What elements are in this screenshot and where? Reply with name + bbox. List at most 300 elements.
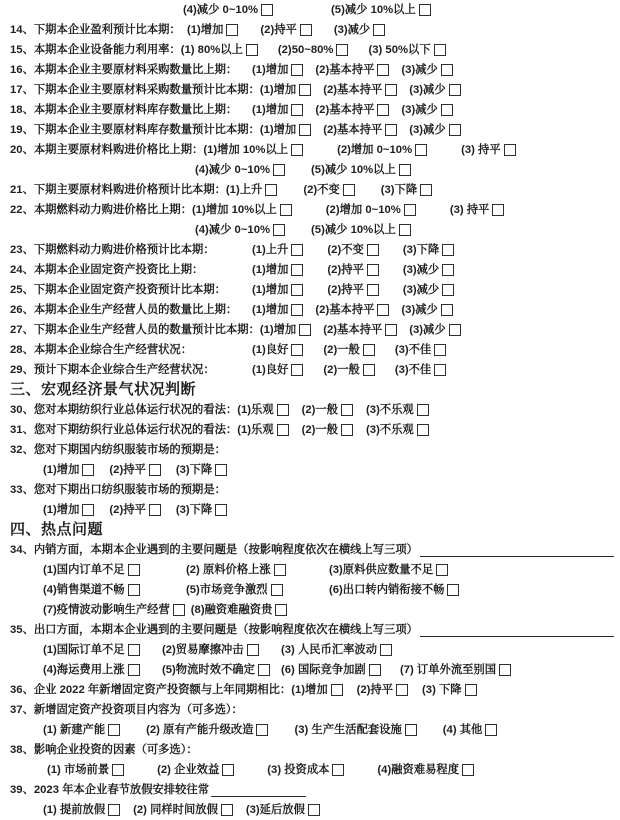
checkbox[interactable] [277, 404, 289, 416]
question-31-option-1 [237, 420, 288, 440]
checkbox[interactable] [434, 364, 446, 376]
option-label: (3)减少 [409, 324, 446, 336]
option-label: (2)基本持平 [315, 64, 375, 76]
option-label: (3)下降 [380, 184, 418, 196]
option-label: (3) 人民币汇率波动 [281, 644, 378, 656]
checkbox[interactable] [367, 264, 379, 276]
option-label: (4)减少 0~10% [195, 164, 271, 176]
option-label: (3) 持平 [449, 204, 490, 216]
question-31-label: 31、您对下期纺织行业总体运行状况的看法： [10, 424, 238, 436]
option-label: (1)国内订单不足 [43, 564, 125, 576]
question-36-label: 36、企业 2022 年新增固定资产投资额与上年同期相比： [10, 684, 292, 696]
checkbox[interactable] [377, 104, 389, 116]
question-34-options-1-option-1 [43, 560, 180, 580]
question-25-option-2 [327, 280, 378, 300]
question-39-label: 39、2023 年本企业春节放假安排较往常 [10, 784, 209, 796]
checkbox[interactable] [291, 304, 303, 316]
option-label: (3)减少 [409, 84, 446, 96]
checkbox[interactable] [291, 344, 303, 356]
checkbox[interactable] [434, 44, 446, 56]
question-17-option-3 [409, 80, 460, 100]
checkbox[interactable] [215, 464, 227, 476]
write-in-line[interactable] [420, 636, 614, 637]
checkbox[interactable] [291, 64, 303, 76]
option-label: (7) 订单外流至别国 [400, 664, 497, 676]
option-label: (2)基本持平 [323, 124, 383, 136]
question-37-options-option-1 [43, 720, 120, 740]
option-label: (1)增加 [259, 124, 297, 136]
question-27-label: 27、下期本企业生产经营人员的数量预计比本期： [10, 324, 260, 336]
checkbox[interactable] [82, 504, 94, 516]
section-heading-4-label: 四、热点问题 [10, 521, 104, 538]
question-33-options-option-1 [43, 500, 94, 520]
question-25 [10, 280, 614, 300]
question-20-continued-options [10, 160, 614, 180]
question-29-option-3 [395, 360, 446, 380]
checkbox[interactable] [299, 324, 311, 336]
checkbox[interactable] [261, 4, 273, 16]
question-35-options-2 [10, 660, 614, 680]
checkbox[interactable] [308, 804, 320, 816]
question-29 [10, 360, 614, 380]
question-19-option-2 [323, 120, 397, 140]
checkbox[interactable] [291, 284, 303, 296]
option-label: (1)国际订单不足 [43, 644, 125, 656]
option-label: (4)海运费用上涨 [43, 664, 125, 676]
option-label: (3)延后放假 [245, 804, 305, 816]
checkbox[interactable] [128, 644, 140, 656]
question-22-option-2 [326, 200, 416, 220]
option-label: (2)增加 0~10% [325, 204, 401, 216]
option-label: (6) 国际竞争加剧 [281, 664, 366, 676]
question-20-continued-options-option-2 [311, 160, 411, 180]
question-35-options-2-option-4 [400, 660, 513, 680]
option-label: (1)增加 10%以上 [192, 204, 277, 216]
checkbox[interactable] [415, 144, 427, 156]
checkbox[interactable] [300, 24, 312, 36]
checkbox[interactable] [256, 724, 268, 736]
checkbox[interactable] [299, 84, 311, 96]
checkbox[interactable] [434, 344, 446, 356]
question-38-options-option-3 [267, 760, 344, 780]
question-25-option-3 [403, 280, 454, 300]
option-label: (2)持平 [109, 504, 146, 516]
checkbox[interactable] [274, 564, 286, 576]
question-13-continued-options-option-1 [183, 0, 273, 20]
option-label: (4)销售渠道不畅 [43, 584, 125, 596]
checkbox[interactable] [367, 244, 379, 256]
checkbox[interactable] [82, 464, 94, 476]
option-label: (2)基本持平 [323, 324, 383, 336]
option-label: (2)一般 [301, 404, 339, 416]
question-22 [10, 200, 614, 220]
checkbox[interactable] [280, 204, 292, 216]
checkbox[interactable] [331, 684, 343, 696]
option-label: (1) 80%以上 [180, 44, 243, 56]
question-34-label: 34、内销方面，本期本企业遇到的主要问题是（按影响程度依次在横线上写三项） [10, 544, 418, 556]
question-35-options-1-option-2 [162, 640, 275, 660]
option-label: (1)增加 [259, 84, 297, 96]
checkbox[interactable] [385, 324, 397, 336]
checkbox[interactable] [499, 664, 511, 676]
question-32-options-option-2 [109, 460, 160, 480]
question-34-options-2-option-2 [186, 580, 323, 600]
write-in-line[interactable] [420, 556, 614, 557]
question-23-option-3 [403, 240, 454, 260]
checkbox[interactable] [291, 104, 303, 116]
question-34-options-1-option-3 [329, 560, 466, 580]
question-20-option-1 [203, 140, 303, 160]
option-label: (1)增加 [259, 324, 297, 336]
option-label: (3)减少 [333, 24, 371, 36]
checkbox[interactable] [265, 184, 277, 196]
question-17-option-2 [323, 80, 397, 100]
question-24-option-2 [327, 260, 378, 280]
option-label: (3) 持平 [461, 144, 501, 156]
option-label: (2)50~80% [277, 44, 334, 56]
question-30-option-1 [237, 400, 288, 420]
question-23-option-1 [252, 240, 303, 260]
question-21-label: 21、下期主要原材料购进价格预计比本期： [10, 184, 226, 196]
question-34-options-2 [10, 580, 614, 600]
question-16-option-2 [315, 60, 389, 80]
option-label: (3)减少 [402, 264, 440, 276]
question-17 [10, 80, 614, 100]
option-label: (1)增加 [291, 684, 328, 696]
question-33-options [10, 500, 614, 520]
question-23 [10, 240, 614, 260]
option-label: (3)减少 [401, 64, 438, 76]
checkbox[interactable] [222, 764, 234, 776]
question-30-label: 30、您对本期纺织行业总体运行状况的看法： [10, 404, 238, 416]
checkbox[interactable] [417, 424, 429, 436]
question-33-options-option-2 [109, 500, 160, 520]
question-38 [10, 740, 614, 760]
checkbox[interactable] [332, 764, 344, 776]
option-label: (5)减少 10%以上 [311, 224, 396, 236]
checkbox[interactable] [367, 284, 379, 296]
section-heading-3-label: 三、宏观经济景气状况判断 [10, 381, 197, 398]
checkbox[interactable] [385, 124, 397, 136]
question-39-options-option-1 [43, 800, 120, 820]
question-15-option-2 [278, 40, 349, 60]
question-33-options-option-3 [176, 500, 227, 520]
question-18-option-1 [252, 100, 303, 120]
checkbox[interactable] [336, 44, 348, 56]
question-23-label: 23、下期燃料动力购进价格预计比本期： [10, 244, 215, 256]
question-15 [10, 40, 614, 60]
section-heading-4 [10, 520, 614, 540]
question-16-option-3 [401, 60, 452, 80]
question-34-options-2-option-1 [43, 580, 180, 600]
option-label: (3)减少 [401, 104, 438, 116]
option-label: (3)不乐观 [366, 424, 414, 436]
question-39-options-option-2 [133, 800, 233, 820]
checkbox[interactable] [275, 604, 287, 616]
question-36-option-1 [291, 680, 342, 700]
question-21-option-1 [226, 180, 277, 200]
question-29-option-1 [252, 360, 303, 380]
question-17-label: 17、下期本企业主要原材料采购数量预计比本期： [10, 84, 260, 96]
question-24-option-1 [252, 260, 303, 280]
checkbox[interactable] [246, 44, 258, 56]
question-26-option-2 [315, 300, 389, 320]
question-28-option-2 [323, 340, 374, 360]
question-14-option-1 [187, 20, 238, 40]
question-26 [10, 300, 614, 320]
checkbox[interactable] [442, 244, 454, 256]
checkbox[interactable] [447, 584, 459, 596]
checkbox[interactable] [215, 504, 227, 516]
option-label: (2)基本持平 [323, 84, 383, 96]
question-27-option-2 [323, 320, 397, 340]
checkbox[interactable] [291, 264, 303, 276]
option-label: (3)原料供应数量不足 [329, 564, 434, 576]
checkbox[interactable] [377, 304, 389, 316]
question-35-options-2-option-3 [281, 660, 394, 680]
question-35-options-2-option-2 [162, 660, 275, 680]
option-label: (1)增加 10%以上 [203, 144, 289, 156]
checkbox[interactable] [273, 224, 285, 236]
option-label: (2)贸易摩擦冲击 [162, 644, 244, 656]
option-label: (4)减少 0~10% [195, 224, 271, 236]
question-32-options [10, 460, 614, 480]
option-label: (2)一般 [301, 424, 339, 436]
checkbox[interactable] [173, 604, 185, 616]
question-13-continued-options-option-2 [331, 0, 431, 20]
question-37-options-option-4 [443, 720, 498, 740]
checkbox[interactable] [341, 424, 353, 436]
question-35-options-1-option-3 [281, 640, 394, 660]
checkbox[interactable] [108, 724, 120, 736]
question-34-options-1 [10, 560, 614, 580]
option-label: (1)增加 [43, 464, 80, 476]
option-label: (2) 原料价格上涨 [186, 564, 271, 576]
checkbox[interactable] [377, 64, 389, 76]
question-14 [10, 20, 614, 40]
checkbox[interactable] [492, 204, 504, 216]
option-label: (3)下降 [175, 464, 213, 476]
option-label: (2)持平 [327, 284, 364, 296]
question-39-options [10, 800, 614, 820]
question-18-option-3 [401, 100, 452, 120]
checkbox[interactable] [465, 684, 477, 696]
question-31 [10, 420, 614, 440]
question-33 [10, 480, 614, 500]
checkbox[interactable] [273, 164, 285, 176]
question-19 [10, 120, 614, 140]
question-18 [10, 100, 614, 120]
option-label: (2)一般 [323, 364, 360, 376]
checkbox[interactable] [373, 24, 385, 36]
checkbox[interactable] [449, 84, 461, 96]
checkbox[interactable] [396, 684, 408, 696]
checkbox[interactable] [417, 404, 429, 416]
checkbox[interactable] [449, 324, 461, 336]
question-30 [10, 400, 614, 420]
question-34-options-2-option-3 [329, 580, 466, 600]
checkbox[interactable] [291, 364, 303, 376]
checkbox[interactable] [341, 404, 353, 416]
question-22-option-3 [450, 200, 505, 220]
option-label: (3) 生产生活配套设施 [294, 724, 402, 736]
question-31-option-3 [366, 420, 429, 440]
checkbox[interactable] [385, 84, 397, 96]
option-label: (7)疫情波动影响生产经营 [43, 604, 170, 616]
question-15-label: 15、本期本企业设备能力利用率： [10, 44, 181, 56]
checkbox[interactable] [363, 364, 375, 376]
section-heading-3 [10, 380, 614, 400]
question-28-option-1 [252, 340, 303, 360]
question-34-options-3 [10, 600, 614, 620]
option-label: (1) 市场前景 [47, 764, 110, 776]
checkbox[interactable] [419, 4, 431, 16]
checkbox[interactable] [108, 804, 120, 816]
question-29-option-2 [323, 360, 374, 380]
question-34-options-3-option-1 [43, 600, 185, 620]
question-18-option-2 [315, 100, 389, 120]
checkbox[interactable] [258, 664, 270, 676]
question-24-option-3 [403, 260, 454, 280]
question-26-option-1 [252, 300, 303, 320]
option-label: (2)基本持平 [315, 304, 375, 316]
question-22-continued-options-option-2 [311, 220, 411, 240]
question-38-options-option-2 [157, 760, 234, 780]
question-18-label: 18、本期本企业主要原材料库存数量比上期： [10, 104, 238, 116]
checkbox[interactable] [271, 584, 283, 596]
checkbox[interactable] [221, 804, 233, 816]
question-20 [10, 140, 614, 160]
checkbox[interactable] [149, 504, 161, 516]
option-label: (2)持平 [260, 24, 297, 36]
question-33-label: 33、您对下期出口纺织服装市场的预期是： [10, 484, 226, 496]
question-30-option-2 [302, 400, 353, 420]
checkbox[interactable] [399, 164, 411, 176]
checkbox[interactable] [128, 584, 140, 596]
question-16-option-1 [252, 60, 303, 80]
question-29-label: 29、预计下期本企业综合生产经营状况： [10, 364, 215, 376]
question-20-option-3 [461, 140, 516, 160]
question-34-options-1-option-2 [186, 560, 323, 580]
question-37-options-option-3 [294, 720, 416, 740]
checkbox[interactable] [449, 124, 461, 136]
option-label: (2)增加 0~10% [337, 144, 413, 156]
question-14-option-3 [334, 20, 385, 40]
checkbox[interactable] [277, 424, 289, 436]
question-15-option-3 [368, 40, 445, 60]
option-label: (2)持平 [109, 464, 146, 476]
question-35-options-1-option-1 [43, 640, 156, 660]
checkbox[interactable] [436, 564, 448, 576]
checkbox[interactable] [405, 724, 417, 736]
question-31-option-2 [302, 420, 353, 440]
question-35-options-1 [10, 640, 614, 660]
question-37-label: 37、新增固定资产投资项目内容为（可多选）： [10, 704, 243, 716]
option-label: (4)融资难易程度 [377, 764, 460, 776]
option-label: (2) 原有产能升级改造 [146, 724, 254, 736]
checkbox[interactable] [442, 264, 454, 276]
checkbox[interactable] [128, 664, 140, 676]
question-30-option-3 [366, 400, 429, 420]
option-label: (1) 提前放假 [43, 804, 106, 816]
checkbox[interactable] [420, 184, 432, 196]
checkbox[interactable] [441, 304, 453, 316]
checkbox[interactable] [441, 104, 453, 116]
question-32-options-option-1 [43, 460, 94, 480]
checkbox[interactable] [441, 64, 453, 76]
question-28-option-3 [395, 340, 446, 360]
checkbox[interactable] [226, 24, 238, 36]
checkbox[interactable] [462, 764, 474, 776]
question-32-label: 32、您对下期国内纺织服装市场的预期是： [10, 444, 226, 456]
option-label: (1)上升 [252, 244, 289, 256]
question-20-label: 20、本期主要原材料购进价格比上期： [10, 144, 204, 156]
question-28-label: 28、本期本企业综合生产经营状况： [10, 344, 193, 356]
option-label: (1)良好 [252, 364, 289, 376]
checkbox[interactable] [442, 284, 454, 296]
question-32-options-option-3 [176, 460, 227, 480]
question-39-options-option-3 [246, 800, 320, 820]
question-27 [10, 320, 614, 340]
checkbox[interactable] [299, 124, 311, 136]
option-label: (3)减少 [409, 124, 446, 136]
checkbox[interactable] [404, 204, 416, 216]
question-22-continued-options-option-1 [195, 220, 285, 240]
option-label: (1) 新建产能 [43, 724, 106, 736]
question-35-options-2-option-1 [43, 660, 156, 680]
question-28 [10, 340, 614, 360]
option-label: (1)增加 [252, 284, 289, 296]
question-19-option-1 [260, 120, 311, 140]
question-23-option-2 [327, 240, 378, 260]
question-22-option-1 [192, 200, 292, 220]
question-20-continued-options-option-1 [195, 160, 285, 180]
write-in-line[interactable] [211, 796, 306, 797]
checkbox[interactable] [291, 244, 303, 256]
checkbox[interactable] [247, 644, 259, 656]
option-label: (4)减少 0~10% [183, 4, 259, 16]
checkbox[interactable] [504, 144, 516, 156]
checkbox[interactable] [380, 644, 392, 656]
question-32 [10, 440, 614, 460]
option-label: (2)不变 [327, 244, 364, 256]
question-24 [10, 260, 614, 280]
question-39 [10, 780, 614, 800]
checkbox[interactable] [399, 224, 411, 236]
checkbox[interactable] [343, 184, 355, 196]
checkbox[interactable] [112, 764, 124, 776]
option-label: (2)一般 [323, 344, 360, 356]
option-label: (3)不佳 [394, 344, 432, 356]
question-15-option-1 [181, 40, 258, 60]
option-label: (5)市场竞争激烈 [186, 584, 268, 596]
question-14-label: 14、下期本企业盈利预计比本期： [10, 24, 181, 36]
question-36-option-3 [422, 680, 477, 700]
option-label: (2)基本持平 [315, 104, 375, 116]
checkbox[interactable] [149, 464, 161, 476]
checkbox[interactable] [363, 344, 375, 356]
checkbox[interactable] [485, 724, 497, 736]
checkbox[interactable] [128, 564, 140, 576]
checkbox[interactable] [291, 144, 303, 156]
option-label: (1)增加 [187, 24, 224, 36]
question-38-options [10, 760, 614, 780]
checkbox[interactable] [369, 664, 381, 676]
option-label: (2) 同样时间放假 [133, 804, 218, 816]
question-16-label: 16、本期本企业主要原材料采购数量比上期： [10, 64, 238, 76]
question-20-option-2 [337, 140, 427, 160]
question-13-continued-options [10, 0, 614, 20]
